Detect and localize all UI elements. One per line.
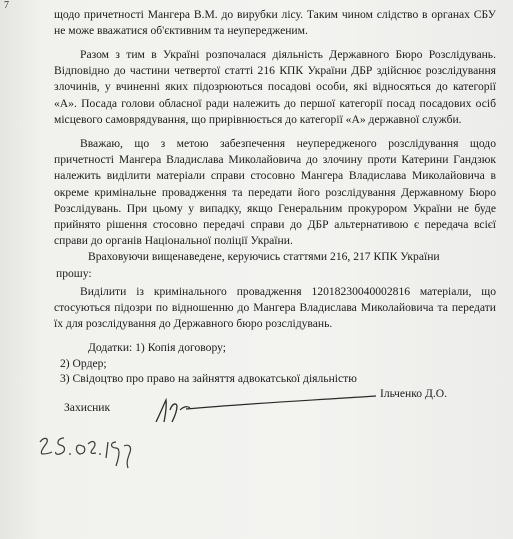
- handwritten-date: [36, 432, 146, 472]
- paragraph-4: Враховуючи вищенаведене, керуючись статтями 216, 217 КПК України: [88, 250, 440, 263]
- attachment-3: 3) Свідоцтво про право на зайняття адвокатської діяльністю: [60, 372, 357, 385]
- signer-name: Ільченко Д.О.: [380, 387, 448, 400]
- signer-role: Захисник: [64, 401, 111, 414]
- request-word: прошу:: [56, 267, 92, 280]
- paragraph-1: щодо причетності Мангера В.М. до вирубки лісу. Таким чином слідство в органах СБУ не може вважатися об'єктивним та неупередженим.: [54, 8, 496, 38]
- handwritten-signature: [150, 392, 380, 432]
- attachments-heading: Додатки: 1) Копія договору;: [88, 341, 226, 354]
- paragraph-2: Разом з тим в Україні розпочалася діяльність Державного Бюро Розслідувань. Відповідно до частини четвертої статті 216 КПК України ДБР здійснює розслідування злочинів, у вчиненні яких підозрюються посадові особи, які відносяться до категорії «А». Посада голови обласної ради належить до першої категорії посад посадових осіб місцевого самоврядування, що прирівнюється до категорії «А» державної служби.: [54, 48, 496, 126]
- paragraph-request: Виділити із кримінального провадження 12018230040002816 матеріали, що стосуються підозри по відношенню до Мангера Владислава Миколайовича та передати їх для розслідування до Державного бюро розслідувань.: [54, 285, 496, 331]
- paragraph-3: Вважаю, що з метою забезпечення неупередженого розслідування щодо причетності Мангера Владислава Миколайовича до злочину проти Катерини Гандзюк належить виділити матеріали справи стосовно Мангера Владислава Миколайовича в окреме кримінальне провадження та передати його розслідування Державному Бюро Розслідувань. При цьому у випадку, якщо Генеральним прокурором України не буде прийнято рішення стосовно передачі справи до ДБР альтернативою є передача всієї справи до органів Національної поліції України.: [54, 137, 496, 248]
- corner-mark: 7: [4, 0, 9, 11]
- attachment-2: 2) Ордер;: [60, 357, 107, 370]
